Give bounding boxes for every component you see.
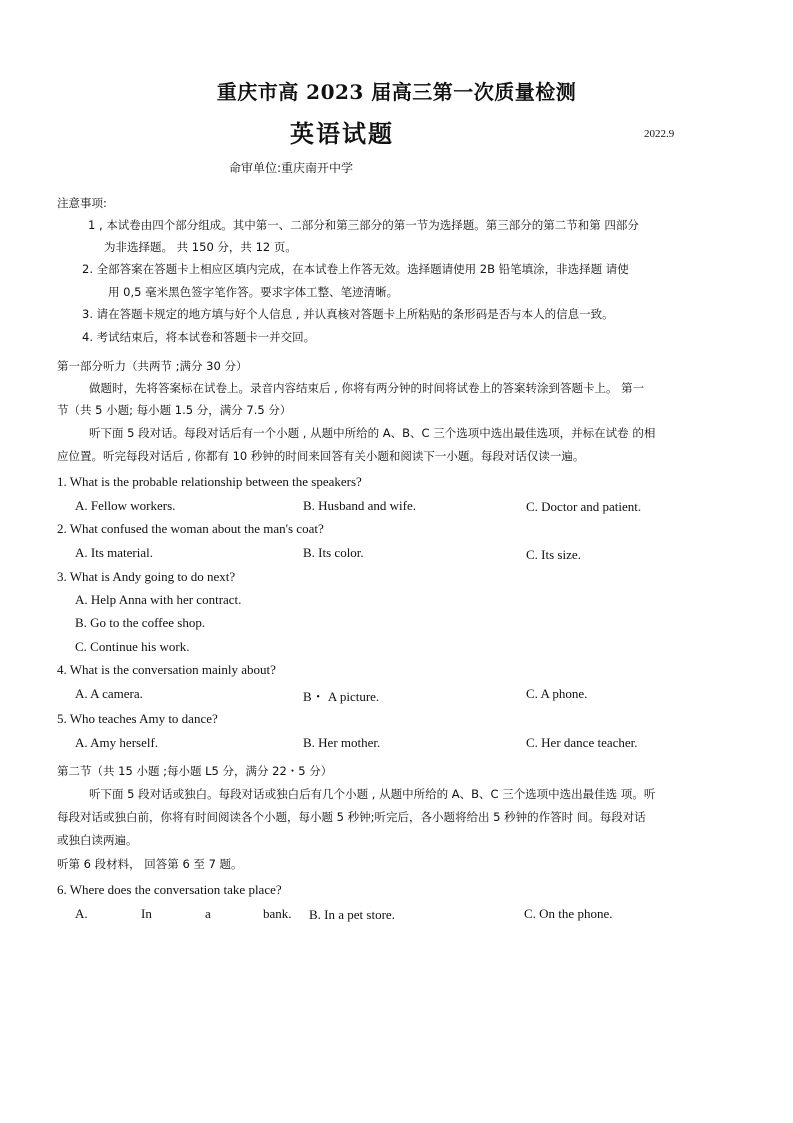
q5-option-c: C. Her dance teacher.	[526, 735, 638, 750]
q5-option-b: B. Her mother.	[303, 735, 381, 750]
q2-option-b: B. Its color.	[303, 545, 364, 560]
part1-heading: 第一部分听力（共两节 ;满分 30 分）	[57, 359, 248, 373]
notice-item-4: 4. 考试结束后，将本试卷和答题卡一并交回。	[82, 330, 316, 344]
question-4: 4. What is the conversation mainly about?	[57, 662, 276, 677]
q2-option-c: C. Its size.	[526, 547, 581, 562]
exam-title: 重庆市高 2023 届高三第一次质量检测	[216, 80, 577, 104]
question-1: 1. What is the probable relationship between the speakers?	[57, 474, 362, 489]
setter-unit: 命审单位:重庆南开中学	[229, 161, 354, 175]
q4-option-a: A. A camera.	[75, 686, 143, 701]
q4-option-b: B・ A picture.	[303, 689, 380, 704]
q6-option-a-word-2: a	[205, 906, 211, 921]
notice-item-2-line1: 2. 全部答案在答题卡上相应区填内完成，在本试卷上作答无效。选择题请使用 2B 铅笔填涂，非选择题 请使	[82, 262, 629, 276]
notice-item-1-line1: 1 , 本试卷由四个部分组成。其中第一、二部分和第三部分的第一节为选择题。第三部分的第二节和第 四部分	[88, 218, 639, 232]
q3-option-b: B. Go to the coffee shop.	[75, 615, 206, 630]
question-2: 2. What confused the woman about the man's coat?	[57, 521, 324, 536]
q2-option-a: A. Its material.	[75, 545, 153, 560]
section2-instruction-line2: 每段对话或独白前，你将有时间阅读各个小题，每小题 5 秒钟;听完后，各小题将给出 5 秒钟的作答时 间。每段对话	[57, 810, 646, 824]
q6-option-b: B. In a pet store.	[309, 907, 395, 922]
q3-option-a: A. Help Anna with her contract.	[75, 592, 242, 607]
part1-intro-line1: 做题时，先将答案标在试卷上。录音内容结束后 , 你将有两分钟的时间将试卷上的答案转涂到答题卡上。 第一	[89, 381, 645, 395]
notice-item-2-line2: 用 0,5 毫米黑色签字笔作答。要求字体工整、笔迹清晰。	[108, 285, 399, 299]
q1-option-b: B. Husband and wife.	[303, 498, 417, 513]
section2-instruction-line3: 或独白读两遍。	[57, 833, 138, 847]
q6-option-a-label: A.	[75, 906, 88, 921]
notice-heading: 注意事项:	[57, 196, 107, 210]
q6-option-c: C. On the phone.	[524, 906, 613, 921]
q6-option-a-word-3: bank.	[263, 906, 292, 921]
notice-item-1-line2: 为非选择题。 共 150 分，共 12 页。	[104, 240, 297, 254]
part1-instruction-line2: 应位置。听完每段对话后 , 你都有 10 秒钟的时间来回答有关小题和阅读下一小题。每段对话仅读一遍。	[57, 449, 585, 463]
part1-instruction-line1: 听下面 5 段对话。每段对话后有一个小题 , 从题中所给的 A、B、C 三个选项中选出最佳选项，并标在试卷 的相	[89, 426, 656, 440]
q5-option-a: A. Amy herself.	[75, 735, 159, 750]
q3-option-c: C. Continue his work.	[75, 639, 190, 654]
q4-option-c: C. A phone.	[526, 686, 588, 701]
question-5: 5. Who teaches Amy to dance?	[57, 711, 218, 726]
q1-option-c: C. Doctor and patient.	[526, 499, 642, 514]
material-6-heading: 听第 6 段材料， 回答第 6 至 7 题。	[57, 857, 243, 871]
q6-option-a-word-1: In	[141, 906, 152, 921]
q1-option-a: A. Fellow workers.	[75, 498, 176, 513]
section2-heading: 第二节（共 15 小题 ;每小题 L5 分，满分 22・5 分）	[57, 764, 333, 778]
question-6: 6. Where does the conversation take place?	[57, 882, 282, 897]
question-3: 3. What is Andy going to do next?	[57, 569, 236, 584]
exam-date: 2022.9	[644, 128, 675, 140]
subject-title: 英语试题	[290, 119, 394, 148]
section2-instruction-line1: 听下面 5 段对话或独白。每段对话或独白后有几个小题 , 从题中所给的 A、B、C 三个选项中选出最佳选 项。听	[89, 787, 656, 801]
part1-intro-line2: 节（共 5 小题; 每小题 1.5 分，满分 7.5 分）	[57, 403, 292, 417]
notice-item-3: 3. 请在答题卡规定的地方填与好个人信息 , 并认真核对答题卡上所粘贴的条形码是否与本人的信息一致。	[82, 307, 614, 321]
